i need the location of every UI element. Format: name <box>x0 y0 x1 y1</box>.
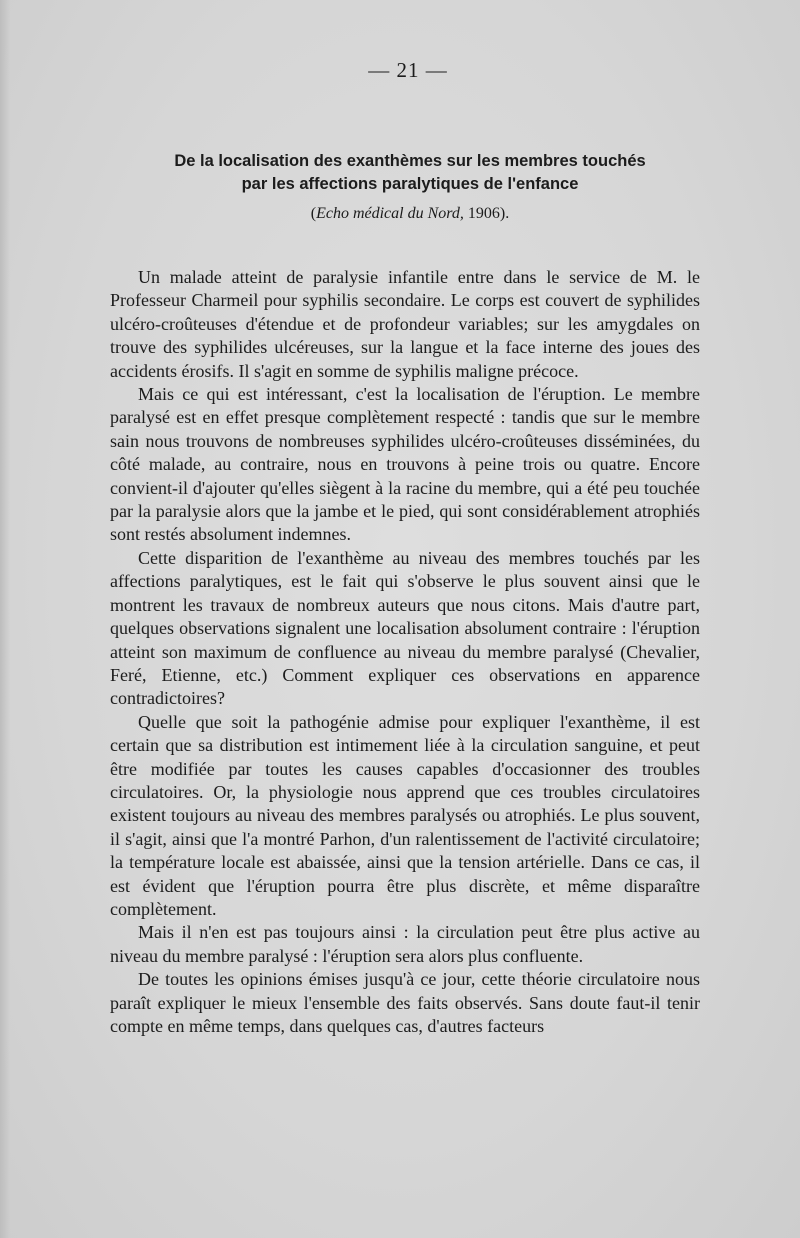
source-citation <box>100 205 720 223</box>
source-year: 1906). <box>463 205 510 222</box>
paragraph-3: Cette disparition de l'exanthème au niveau des membres touchés par les affections paralytiques, est le fait qui s'observe le plus souvent ainsi que le montrent les travaux de nombreux auteurs que nous citons. Mais d'autre part, quelques observations signalent une localisation absolument contraire : l'éruption atteint son maximum de confluence au niveau du membre paralysé (Chevalier, Feré, Etienne, etc.) Comment expliquer ces observations en apparence contradictoires? <box>110 547 700 709</box>
paragraph-5: Mais il n'en est pas toujours ainsi : la circulation peut être plus active au niveau du membre paralysé : l'éruption sera alors plus confluente. <box>110 922 700 966</box>
source-journal: Echo médical du Nord, <box>316 205 464 222</box>
source-open-paren: ( <box>310 205 317 222</box>
article-body <box>110 266 700 1038</box>
paragraph-6: De toutes les opinions émises jusqu'à ce jour, cette théorie circulatoire nous paraît expliquer le mieux l'ensemble des faits observés. Sans doute faut-il tenir compte en même temps, dans quelques cas, d'autres facteurs <box>110 969 700 1036</box>
page-edge-shadow <box>0 0 10 1238</box>
paragraph-2: Mais ce qui est intéressant, c'est la localisation de l'éruption. Le membre paralysé est en effet presque complètement respecté : tandis que sur le membre sain nous trouvons de nombreuses syphilides ulcéro-croûteuses disséminées, du côté malade, au contraire, nous en trouvons à peine trois ou quatre. Encore convient-il d'ajouter qu'elles siègent à la racine du membre, qui a été peu touchée par la paralysie alors que la jambe et le pied, qui sont considérablement atrophiés sont restés absolument indemnes. <box>110 384 700 545</box>
article-title-line-1: De la localisation des exanthèmes sur les membres touchés <box>174 152 646 170</box>
article-title <box>100 150 720 196</box>
paragraph-1: Un malade atteint de paralysie infantile entre dans le service de M. le Professeur Charmeil pour syphilis secondaire. Le corps est couvert de syphilides ulcéro-croûteuses d'étendue et de profondeur variables; sur les amygdales on trouve des syphilides ulcéreuses, sur la langue et la face interne des joues des accidents érosifs. Il s'agit en somme de syphilis maligne précoce. <box>110 267 700 381</box>
paragraph-4: Quelle que soit la pathogénie admise pour expliquer l'exanthème, il est certain que sa distribution est intimement liée à la circulation sanguine, et peut être modifiée par toutes les causes capables d'occasionner des troubles circulatoires. Or, la physiologie nous apprend que ces troubles circulatoires existent toujours au niveau des membres paralysés ou atrophiés. Le plus souvent, il s'agit, ainsi que l'a montré Parhon, d'un ralentissement de l'activité circulatoire; la température locale est abaissée, ainsi que la tension artérielle. Dans ce cas, il est évident que l'éruption pourra être plus discrète, et même disparaître complètement. <box>110 711 700 919</box>
article-title-line-2: par les affections paralytiques de l'enfance <box>241 175 579 193</box>
page-number: — 21 — <box>368 58 448 82</box>
